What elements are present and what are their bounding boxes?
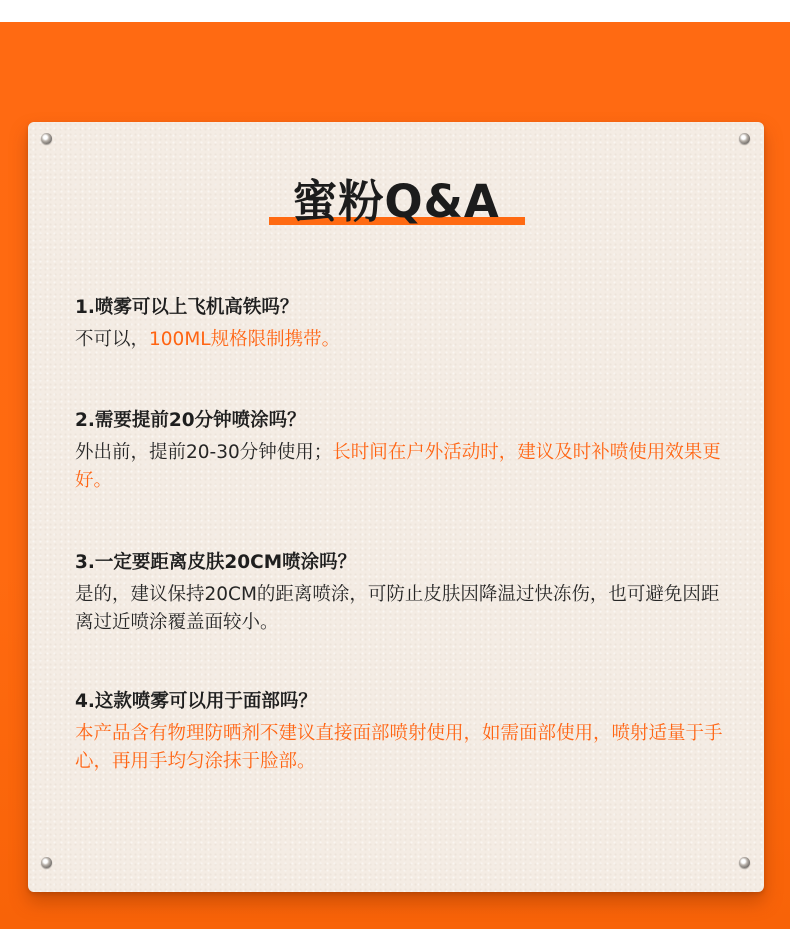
answer — [75, 581, 735, 637]
answer-highlight: 100ML规格限制携带。 — [149, 329, 341, 350]
question: 3.一定要距离皮肤20CM喷涂吗？ — [75, 552, 357, 573]
answer-plain: 外出前，提前20-30分钟使用； — [75, 442, 333, 463]
question: 2.需要提前20分钟喷涂吗？ — [75, 410, 306, 431]
pin-icon — [41, 857, 52, 868]
page-title: 蜜粉Q&A — [292, 175, 500, 228]
answer-highlight: 本产品含有物理防晒剂不建议直接面部喷射使用，如需面部使用，喷射适量于手心，再用手均匀涂抹于脸部。 — [75, 723, 723, 772]
pin-icon — [41, 133, 52, 144]
qa-card — [28, 122, 764, 892]
answer-plain: 是的，建议保持20CM的距离喷涂，可防止皮肤因降温过快冻伤，也可避免因距离过近喷涂覆盖面较小。 — [75, 584, 720, 633]
answer-plain: 不可以， — [75, 329, 150, 350]
answer-highlight: 长时间在户外活动时，建议及时补喷使用效果更好。 — [75, 442, 721, 491]
question: 4.这款喷雾可以用于面部吗？ — [75, 691, 317, 712]
answer — [75, 326, 735, 354]
qa-item-2 — [75, 407, 735, 495]
answer — [75, 720, 735, 776]
qa-item-4 — [75, 688, 735, 776]
title-block — [28, 174, 764, 234]
pin-icon — [739, 857, 750, 868]
qa-item-1 — [75, 294, 735, 354]
qa-item-3 — [75, 549, 735, 637]
question: 1.喷雾可以上飞机高铁吗？ — [75, 297, 299, 318]
answer — [75, 439, 735, 495]
pin-icon — [739, 133, 750, 144]
